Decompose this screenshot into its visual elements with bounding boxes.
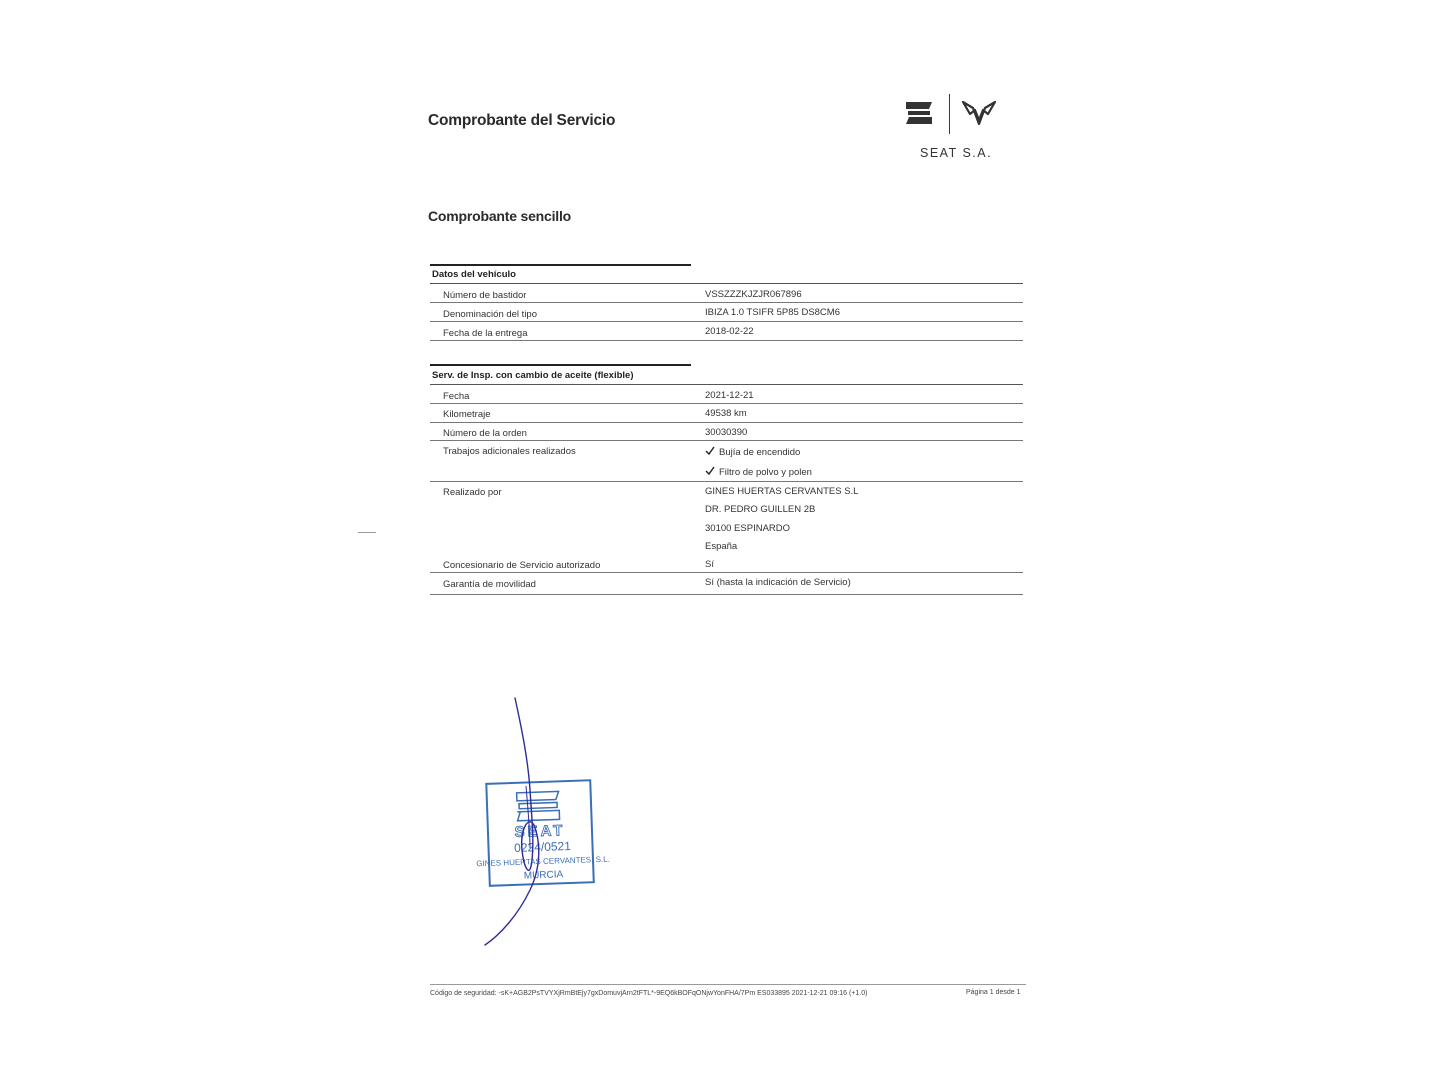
vehicle-section [430, 264, 1023, 344]
additional-item-label: Filtro de polvo y polen [719, 467, 812, 478]
receipt-type-title: Comprobante sencillo [428, 208, 572, 224]
security-code: Código de seguridad: -sK+AGB2PsTVYXjRmBtEjy7gxDomuvjArn2tFTL*-9EQ6kBOFqONjwYonFHA/7Pm ES033895 2021-12-21 09:16 (+1.0) [430, 990, 868, 997]
signature [470, 690, 590, 952]
cupra-logo-icon [961, 98, 997, 130]
section-bar [430, 364, 691, 366]
company-name: SEAT S.A. [920, 146, 993, 160]
row-rule [430, 481, 1023, 482]
order-number-label: Número de la orden [443, 428, 527, 439]
mobility-guarantee-value: Sí (hasta la indicación de Servicio) [705, 577, 851, 588]
vin-value: VSSZZZKJZJR067896 [705, 289, 802, 300]
mileage-label: Kilometraje [443, 409, 491, 420]
additional-item [705, 446, 800, 458]
additional-work-label: Trabajos adicionales realizados [443, 446, 576, 457]
row-rule [430, 302, 1023, 303]
additional-item [705, 466, 812, 478]
row-rule [430, 594, 1023, 595]
additional-item-label: Bujía de encendido [719, 447, 801, 458]
performed-by-line: 30100 ESPINARDO [705, 523, 791, 534]
vin-label: Número de bastidor [443, 290, 527, 301]
authorized-dealer-label: Concesionario de Servicio autorizado [443, 560, 601, 571]
section-rule [430, 283, 1023, 284]
seat-logo-icon [904, 100, 934, 126]
row-rule [430, 321, 1023, 322]
vehicle-heading: Datos del vehículo [432, 269, 516, 280]
performed-by-line: DR. PEDRO GUILLEN 2B [705, 504, 816, 515]
performed-by-line: España [705, 541, 738, 552]
scan-artifact [358, 532, 376, 533]
page-number: Página 1 desde 1 [966, 989, 1021, 996]
service-date-value: 2021-12-21 [705, 390, 754, 401]
row-rule [430, 572, 1023, 573]
row-rule [430, 440, 1023, 441]
brand-divider [949, 94, 950, 134]
service-date-label: Fecha [443, 391, 470, 402]
stamp-brand: SEAT [514, 822, 566, 841]
delivery-date-value: 2018-02-22 [705, 326, 754, 337]
document-title: Comprobante del Servicio [428, 112, 616, 129]
type-value: IBIZA 1.0 TSIFR 5P85 DS8CM6 [705, 307, 840, 318]
order-number-value: 30030390 [705, 427, 748, 438]
performed-by-line: GINES HUERTAS CERVANTES S.L [705, 486, 859, 497]
brand-block [900, 92, 1010, 164]
stamp-code: 0224/0521 [513, 838, 572, 855]
section-rule [430, 384, 1023, 385]
footer-rule [430, 984, 1026, 985]
stamp-dealer: GINES HUERTAS CERVANTES, S.L. [476, 854, 610, 869]
delivery-date-label: Fecha de la entrega [443, 328, 528, 339]
service-heading: Serv. de Insp. con cambio de aceite (flexible) [432, 370, 634, 381]
stamp-city: MURCIA [523, 869, 564, 882]
row-rule [430, 403, 1023, 404]
section-bar [430, 264, 691, 266]
service-section [430, 364, 1023, 596]
checkmark-icon [705, 446, 715, 456]
row-rule [430, 340, 1023, 341]
row-rule [430, 422, 1023, 423]
mileage-value: 49538 km [705, 408, 747, 419]
checkmark-icon [705, 466, 715, 476]
type-label: Denominación del tipo [443, 309, 538, 320]
authorized-dealer-value: Sí [705, 559, 714, 570]
mobility-guarantee-label: Garantía de movilidad [443, 579, 536, 590]
performed-by-label: Realizado por [443, 487, 502, 498]
